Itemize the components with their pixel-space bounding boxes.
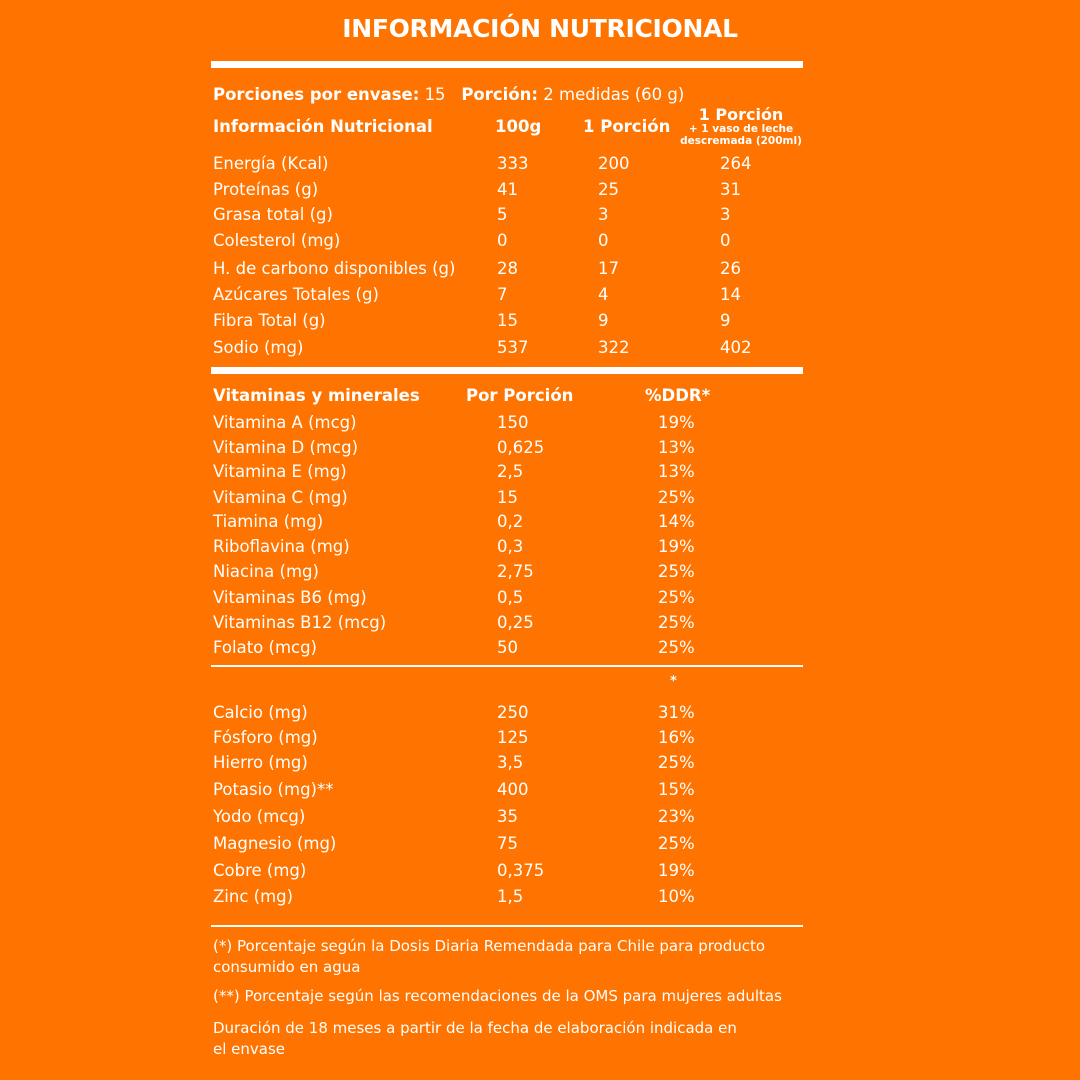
mineral-per-portion: 35 <box>497 807 518 826</box>
mineral-per-portion: 125 <box>497 728 529 747</box>
vitamin-name: Vitamina C (mg) <box>213 488 348 507</box>
nutrient-per-portion: 322 <box>598 338 630 357</box>
vitamin-ddr: 13% <box>658 438 695 457</box>
servings-line <box>213 85 684 104</box>
page-title: INFORMACIÓN NUTRICIONAL <box>342 14 738 43</box>
vitamin-per-portion: 150 <box>497 413 529 432</box>
vitamin-name: Vitaminas B12 (mcg) <box>213 613 387 632</box>
portion-value: 2 medidas (60 g) <box>543 85 685 104</box>
vitamin-ddr: 13% <box>658 462 695 481</box>
nutrition-divider <box>211 367 803 374</box>
nutrient-name: Proteínas (g) <box>213 180 319 199</box>
nutrient-per-100g: 333 <box>497 154 529 173</box>
vitamin-per-portion: 2,5 <box>497 462 524 481</box>
vitamin-ddr: 25% <box>658 613 695 632</box>
vitamin-name: Tiamina (mg) <box>213 512 324 531</box>
title-divider <box>211 61 803 68</box>
nutrient-name: Colesterol (mg) <box>213 231 341 250</box>
portion-label: Porción: <box>461 85 538 104</box>
vitamins-header-ddr: %DDR* <box>645 386 711 405</box>
mineral-name: Calcio (mg) <box>213 703 308 722</box>
vitamin-ddr: 19% <box>658 537 695 556</box>
mineral-ddr: 25% <box>658 834 695 853</box>
vitamin-ddr: 25% <box>658 488 695 507</box>
nutrient-with-milk: 0 <box>720 231 731 250</box>
nutrient-per-100g: 28 <box>497 259 518 278</box>
vitamins-header-col0: Vitaminas y minerales <box>213 386 420 405</box>
mineral-ddr: 10% <box>658 887 695 906</box>
mineral-ddr: 15% <box>658 780 695 799</box>
mineral-per-portion: 1,5 <box>497 887 524 906</box>
vitamin-ddr: 25% <box>658 638 695 657</box>
with-milk-line1: + 1 vaso de leche <box>688 123 794 135</box>
vitamin-per-portion: 0,5 <box>497 588 524 607</box>
nutrition-header-100g: 100g <box>495 117 542 136</box>
nutrient-with-milk: 14 <box>720 285 741 304</box>
nutrient-per-portion: 4 <box>598 285 609 304</box>
vitamin-ddr: 25% <box>658 562 695 581</box>
vitamin-per-portion: 0,2 <box>497 512 524 531</box>
nutrient-per-100g: 537 <box>497 338 529 357</box>
mineral-name: Zinc (mg) <box>213 887 294 906</box>
nutrient-per-100g: 41 <box>497 180 518 199</box>
nutrient-per-100g: 5 <box>497 205 508 224</box>
vitamin-name: Vitamina E (mg) <box>213 462 347 481</box>
vitamin-name: Vitaminas B6 (mg) <box>213 588 367 607</box>
footnote-oms: (**) Porcentaje según las recomendaciones de la OMS para mujeres adultas <box>213 987 782 1005</box>
mineral-name: Yodo (mcg) <box>213 807 306 826</box>
vitamin-per-portion: 50 <box>497 638 518 657</box>
nutrient-name: Energía (Kcal) <box>213 154 329 173</box>
nutrient-with-milk: 31 <box>720 180 741 199</box>
footnote-ddr: (*) Porcentaje según la Dosis Diaria Remendada para Chile para producto consumido en agua <box>213 937 766 976</box>
nutrient-name: Fibra Total (g) <box>213 311 326 330</box>
mineral-per-portion: 400 <box>497 780 529 799</box>
vitamins-header-portion: Por Porción <box>466 386 574 405</box>
minerals-divider <box>211 925 803 927</box>
mineral-ddr: 31% <box>658 703 695 722</box>
vitamin-ddr: 25% <box>658 588 695 607</box>
nutrient-with-milk: 9 <box>720 311 731 330</box>
nutrient-per-100g: 0 <box>497 231 508 250</box>
servings-per-container-value: 15 <box>424 85 446 104</box>
vitamin-name: Folato (mcg) <box>213 638 317 657</box>
nutrient-with-milk: 26 <box>720 259 741 278</box>
nutrition-header-with-milk <box>666 106 816 147</box>
nutrient-name: Sodio (mg) <box>213 338 304 357</box>
mineral-name: Potasio (mg)** <box>213 780 334 799</box>
mineral-per-portion: 250 <box>497 703 529 722</box>
mineral-ddr: 16% <box>658 728 695 747</box>
mineral-per-portion: 3,5 <box>497 753 524 772</box>
nutrient-with-milk: 3 <box>720 205 731 224</box>
with-milk-line2: descremada (200ml) <box>680 135 802 147</box>
mineral-ddr: 25% <box>658 753 695 772</box>
nutrient-per-portion: 3 <box>598 205 609 224</box>
mineral-name: Magnesio (mg) <box>213 834 337 853</box>
mineral-name: Cobre (mg) <box>213 861 307 880</box>
vitamin-per-portion: 0,25 <box>497 613 534 632</box>
vitamin-per-portion: 0,3 <box>497 537 524 556</box>
nutrient-per-100g: 7 <box>497 285 508 304</box>
servings-per-container-label: Porciones por envase: <box>213 85 420 104</box>
vitamins-divider <box>211 665 803 667</box>
vitamin-per-portion: 15 <box>497 488 518 507</box>
nutrient-name: Azúcares Totales (g) <box>213 285 379 304</box>
with-milk-title: 1 Porción <box>698 105 784 124</box>
mineral-ddr: 23% <box>658 807 695 826</box>
mineral-per-portion: 75 <box>497 834 518 853</box>
nutrient-per-portion: 200 <box>598 154 630 173</box>
nutrition-header-col0: Información Nutricional <box>213 117 433 136</box>
vitamin-per-portion: 0,625 <box>497 438 545 457</box>
mineral-name: Hierro (mg) <box>213 753 308 772</box>
vitamin-name: Niacina (mg) <box>213 562 319 581</box>
vitamin-per-portion: 2,75 <box>497 562 534 581</box>
nutrient-per-portion: 17 <box>598 259 619 278</box>
nutrient-with-milk: 402 <box>720 338 752 357</box>
nutrient-name: Grasa total (g) <box>213 205 333 224</box>
vitamin-ddr: 19% <box>658 413 695 432</box>
vitamin-name: Vitamina D (mcg) <box>213 438 359 457</box>
nutrient-per-portion: 25 <box>598 180 619 199</box>
vitamin-name: Riboflavina (mg) <box>213 537 350 556</box>
nutrient-name: H. de carbono disponibles (g) <box>213 259 456 278</box>
vitamin-name: Vitamina A (mcg) <box>213 413 357 432</box>
mineral-name: Fósforo (mg) <box>213 728 318 747</box>
nutrient-with-milk: 264 <box>720 154 752 173</box>
footnote-duration: Duración de 18 meses a partir de la fecha de elaboración indicada en el envase <box>213 1019 737 1058</box>
nutrient-per-100g: 15 <box>497 311 518 330</box>
mineral-ddr: 19% <box>658 861 695 880</box>
minerals-marker: * <box>670 674 677 689</box>
nutrition-header-portion: 1 Porción <box>583 117 671 136</box>
nutrient-per-portion: 0 <box>598 231 609 250</box>
vitamin-ddr: 14% <box>658 512 695 531</box>
mineral-per-portion: 0,375 <box>497 861 545 880</box>
nutrient-per-portion: 9 <box>598 311 609 330</box>
